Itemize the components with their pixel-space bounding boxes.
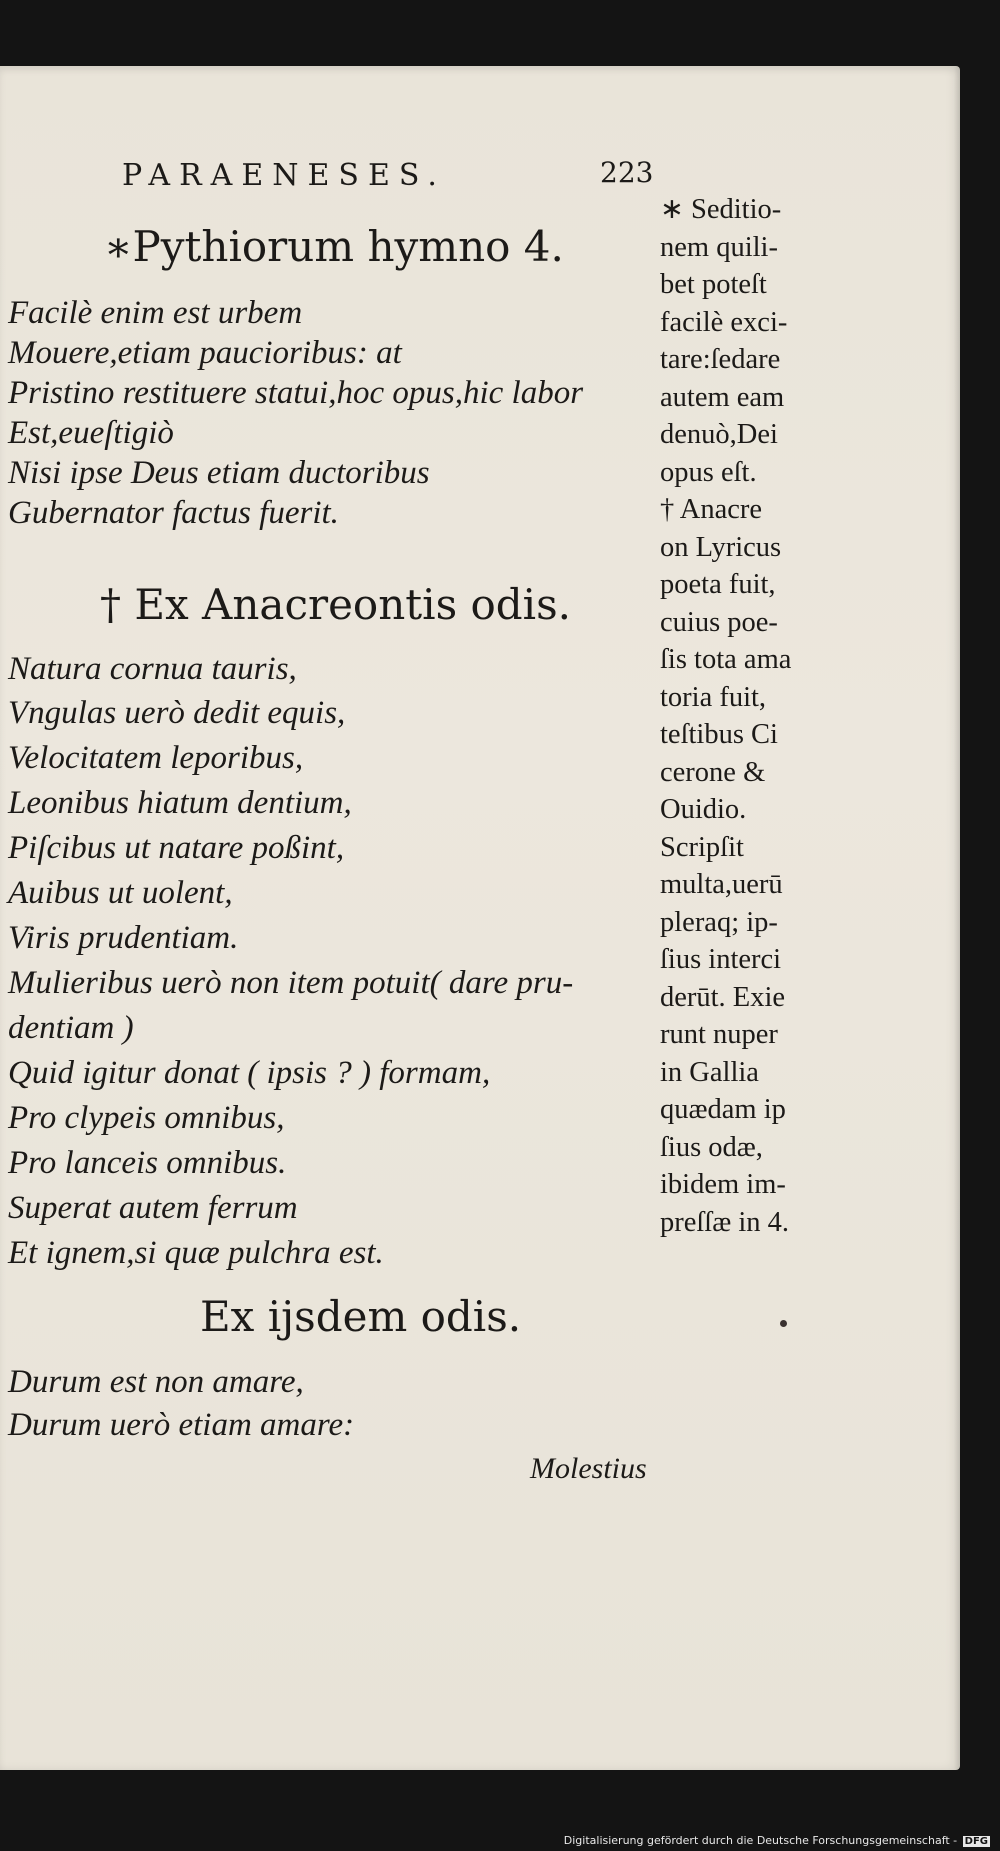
verse-line: Durum uerò etiam amare: xyxy=(8,1407,355,1443)
verse-line: Pro clypeis omnibus, xyxy=(8,1100,285,1136)
margin-line: denuò,Dei xyxy=(660,419,778,450)
verse-line: Facilè enim est urbem xyxy=(8,295,303,331)
margin-line: ſis tota ama xyxy=(660,644,792,675)
page-number: 223 xyxy=(600,156,654,189)
verse-line: Velocitatem leporibus, xyxy=(8,740,304,776)
verse-line: Pristino restituere statui,hoc opus,hic labor xyxy=(8,375,584,411)
margin-line: preſſæ in 4. xyxy=(660,1206,790,1238)
margin-line: nem quili- xyxy=(660,231,778,263)
verse-line: Pro lanceis omnibus. xyxy=(8,1145,287,1181)
margin-line: ſius interci xyxy=(660,944,782,975)
marginal-notes xyxy=(660,191,835,1241)
margin-line: opus eſt. xyxy=(660,456,757,488)
margin-line: cuius poe- xyxy=(660,606,778,638)
verse-line: dentiam ) xyxy=(8,1010,134,1046)
margin-line: on Lyricus xyxy=(660,531,782,563)
digitization-credit xyxy=(564,1834,990,1847)
margin-line: ſius odæ, xyxy=(660,1131,763,1163)
margin-line: Ouidio. xyxy=(660,794,747,825)
margin-line: toria fuit, xyxy=(660,681,767,713)
verse-line: Superat autem ferrum xyxy=(8,1190,298,1226)
margin-line: ∗ Seditio- xyxy=(660,194,782,225)
margin-line: in Gallia xyxy=(660,1056,759,1088)
margin-line: cerone & xyxy=(660,756,766,788)
margin-line: ibidem im- xyxy=(660,1169,786,1200)
verse-line: Mulieribus uerò non item potuit( dare pru- xyxy=(8,965,574,1001)
credit-text: Digitalisierung gefördert durch die Deutsche Forschungsgemeinschaft - xyxy=(563,1834,958,1847)
margin-line: bet poteſt xyxy=(660,269,767,300)
margin-line: Scripſit xyxy=(660,831,744,863)
heading-anacreontis: † Ex Anacreontis odis. xyxy=(100,580,571,629)
margin-line: † Anacre xyxy=(660,494,763,525)
ink-spot xyxy=(780,1320,787,1327)
margin-line: autem eam xyxy=(660,381,785,413)
page-edge-shadow xyxy=(954,66,960,1770)
book-page xyxy=(0,66,960,1770)
verse-line: Et ignem,si quæ pulchra est. xyxy=(8,1235,384,1271)
verse-line: Piſcibus ut natare poßint, xyxy=(8,830,345,866)
catchword: Molestius xyxy=(530,1452,647,1485)
margin-line: quædam ip xyxy=(660,1094,786,1125)
verse-line: Auibus ut uolent, xyxy=(8,875,233,911)
heading-iisdem: Ex ijsdem odis. xyxy=(200,1292,522,1341)
verse-line: Nisi ipse Deus etiam ductoribus xyxy=(8,455,430,491)
verse-line: Viris prudentiam. xyxy=(8,920,239,956)
verse-line: Quid igitur donat ( ipsis ? ) formam, xyxy=(8,1055,491,1091)
verse-line: Leonibus hiatum dentium, xyxy=(8,785,352,821)
verse-line: Gubernator factus fuerit. xyxy=(8,495,339,531)
heading-pythiorum: ∗Pythiorum hymno 4. xyxy=(104,222,564,271)
margin-line: tare:ſedare xyxy=(660,344,781,375)
margin-line: runt nuper xyxy=(660,1019,778,1050)
margin-line: poeta fuit, xyxy=(660,569,776,600)
verse-line: Vngulas uerò dedit equis, xyxy=(8,695,346,731)
verse-line: Est,eueſtigiò xyxy=(8,415,174,451)
verse-line: Mouere,etiam paucioribus: at xyxy=(8,335,402,371)
verse-line: Natura cornua tauris, xyxy=(8,651,297,687)
margin-line: teſtibus Ci xyxy=(660,719,778,750)
margin-line: facilè exci- xyxy=(660,306,788,338)
running-head: PARAENESES. xyxy=(122,158,446,193)
margin-line: multa,uerū xyxy=(660,869,783,900)
margin-line: pleraq; ip- xyxy=(660,906,778,938)
verse-line: Durum est non amare, xyxy=(8,1364,304,1400)
margin-line: derūt. Exie xyxy=(660,981,786,1013)
dfg-logo: DFG xyxy=(964,1836,988,1847)
